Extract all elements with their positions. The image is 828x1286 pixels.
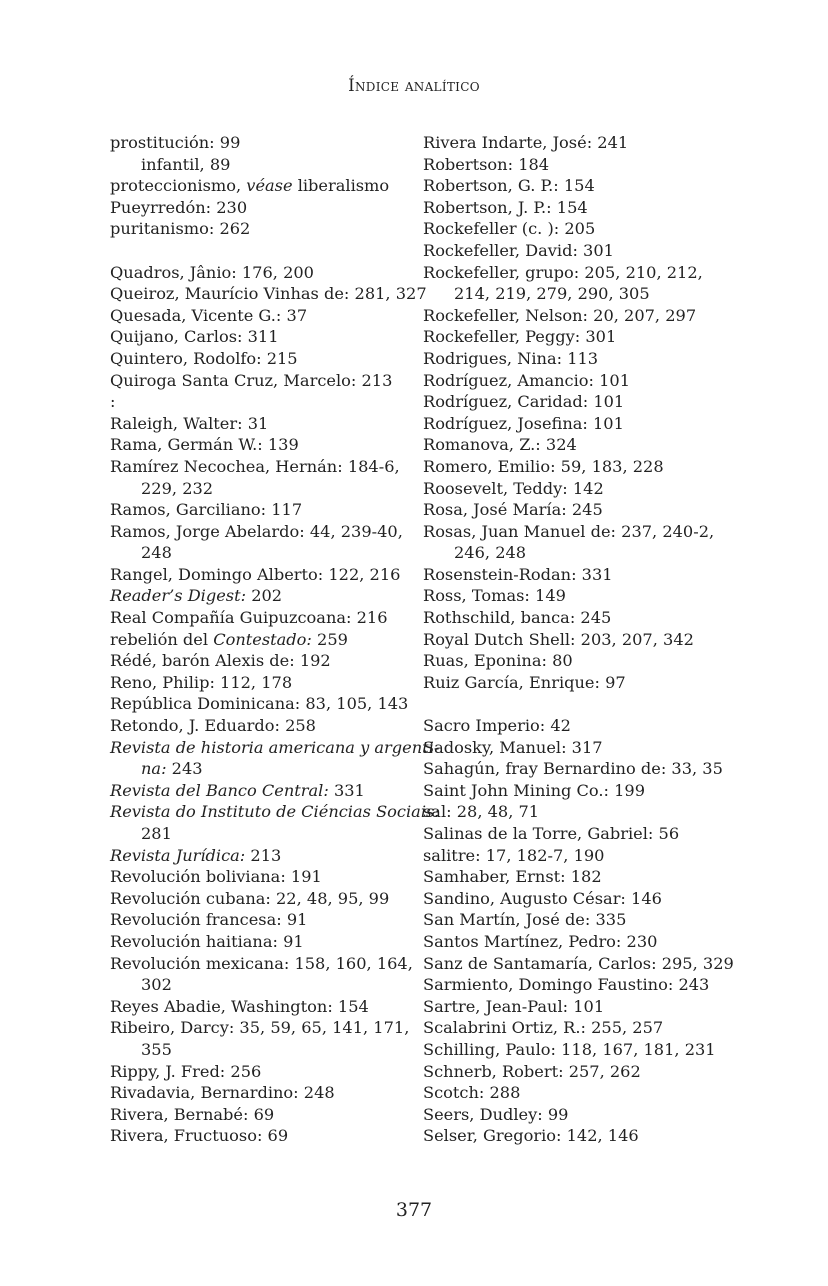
index-entry: [110, 845, 410, 867]
index-entry-italic-text: Reader’s Digest:: [110, 586, 247, 606]
index-entry: puritanismo: 262: [110, 219, 251, 239]
index-entry: Ruas, Eponina: 80: [423, 651, 573, 671]
index-entry: Retondo, J. Eduardo: 258: [110, 716, 316, 736]
index-entry: Roosevelt, Teddy: 142: [423, 478, 604, 498]
index-entry: Schilling, Paulo: 118, 167, 181, 231: [423, 1039, 716, 1059]
index-entry: Samhaber, Ernst: 182: [423, 867, 602, 887]
index-entry: Rivadavia, Bernardino: 248: [110, 1083, 335, 1103]
index-entry-continuation: [110, 758, 410, 780]
index-entry: Quadros, Jânio: 176, 200: [110, 262, 314, 282]
index-entry: Rama, Germán W.: 139: [110, 435, 299, 455]
index-entry: Queiroz, Maurício Vinhas de: 281, 327: [110, 284, 427, 304]
index-entry: [110, 175, 410, 197]
index-entry: Robertson, J. P.: 154: [423, 197, 588, 217]
index-entry-text: rebelión del: [110, 629, 214, 649]
index-entry-text: 259: [311, 629, 348, 649]
index-entry: Rosenstein-Rodan: 331: [423, 564, 613, 584]
index-entry: [110, 585, 410, 607]
index-entry: Romanova, Z.: 324: [423, 435, 577, 455]
index-entry: Revolución francesa: 91: [110, 910, 308, 930]
index-entry: Rockefeller (c. ): 205: [423, 219, 596, 239]
running-header-text: Índice analítico: [348, 76, 480, 95]
index-entry: Ross, Tomas: 149: [423, 586, 566, 606]
index-entry: Revolución boliviana: 191: [110, 867, 322, 887]
index-entry: Rockefeller, David: 301: [423, 240, 614, 260]
index-entry: Ramos, Jorge Abelardo: 44, 239-40,: [110, 521, 403, 541]
index-entry-text: proteccionismo,: [110, 176, 247, 196]
index-entry-text: 243: [166, 759, 203, 779]
index-entry: Rothschild, banca: 245: [423, 608, 612, 628]
index-entry: Sahagún, fray Bernardino de: 33, 35: [423, 759, 723, 779]
index-entry: sal: 28, 48, 71: [423, 802, 540, 822]
index-entry-continuation: 302: [141, 975, 172, 995]
index-entry: Rodríguez, Caridad: 101: [423, 392, 625, 412]
index-entry: Selser, Gregorio: 142, 146: [423, 1126, 639, 1146]
index-entry: Sanz de Santamaría, Carlos: 295, 329: [423, 953, 734, 973]
index-entry: Sartre, Jean-Paul: 101: [423, 996, 605, 1016]
index-column-left: [110, 132, 440, 1147]
index-entry: Ribeiro, Darcy: 35, 59, 65, 141, 171,: [110, 1018, 410, 1038]
index-entry: Seers, Dudley: 99: [423, 1104, 569, 1124]
index-entry-continuation: 246, 248: [454, 543, 527, 563]
index-entry: Quintero, Rodolfo: 215: [110, 348, 298, 368]
index-entry: Pueyrredón: 230: [110, 197, 248, 217]
index-entry: Raleigh, Walter: 31: [110, 413, 269, 433]
index-entry: Schnerb, Robert: 257, 262: [423, 1061, 641, 1081]
index-entry: Reyes Abadie, Washington: 154: [110, 996, 369, 1016]
index-entry-continuation: 248: [141, 543, 172, 563]
index-entry-italic-text: Contestado:: [213, 629, 312, 649]
index-entry-continuation: 229, 232: [141, 478, 214, 498]
index-entry: Revolución cubana: 22, 48, 95, 99: [110, 888, 390, 908]
index-entry-text: 331: [328, 780, 365, 800]
index-entry-continuation: 281: [141, 824, 172, 843]
page-number: 377: [395, 1199, 433, 1221]
index-entry: Rodríguez, Amancio: 101: [423, 370, 630, 390]
index-entry-italic-text: Revista do Instituto de Ciéncias Sociais:: [110, 802, 440, 822]
index-entry: Sandino, Augusto César: 146: [423, 888, 662, 908]
index-entry-italic-text: véase: [246, 176, 293, 196]
index-entry: Rédé, barón Alexis de: 192: [110, 651, 331, 671]
index-entry: Sacro Imperio: 42: [423, 716, 571, 736]
index-entry: Rockefeller, Peggy: 301: [423, 327, 617, 347]
index-entry: Rangel, Domingo Alberto: 122, 216: [110, 564, 401, 584]
index-entry-italic-text: Revista del Banco Central:: [110, 780, 329, 800]
index-entry: Revolución haitiana: 91: [110, 931, 304, 951]
index-entry: [110, 780, 410, 802]
index-entry: Scotch: 288: [423, 1083, 521, 1103]
index-entry-continuation: 355: [141, 1039, 172, 1059]
index-entry: [110, 801, 440, 823]
index-entry-continuation: 214, 219, 279, 290, 305: [454, 284, 650, 304]
index-entry: Rippy, J. Fred: 256: [110, 1061, 262, 1081]
index-entry: prostitución: 99: [110, 133, 241, 152]
index-entry: Rivera Indarte, José: 241: [423, 133, 629, 152]
index-entry-text: 202: [246, 586, 283, 606]
index-entry: Rockefeller, grupo: 205, 210, 212,: [423, 262, 703, 282]
index-entry: Rosas, Juan Manuel de: 237, 240-2,: [423, 521, 715, 541]
index-entry-text: liberalismo: [292, 176, 390, 196]
index-entry: Rivera, Bernabé: 69: [110, 1104, 275, 1124]
index-entry: Rosa, José María: 245: [423, 500, 603, 520]
index-entry: San Martín, José de: 335: [423, 910, 627, 930]
section-gap: [423, 693, 723, 715]
running-header: [0, 76, 828, 95]
index-entry: Salinas de la Torre, Gabriel: 56: [423, 824, 680, 843]
index-entry: Reno, Philip: 112, 178: [110, 672, 293, 692]
index-entry: Rockefeller, Nelson: 20, 207, 297: [423, 305, 697, 325]
index-entry: Real Compañía Guipuzcoana: 216: [110, 608, 388, 628]
index-entry: Quijano, Carlos: 311: [110, 327, 279, 347]
index-entry: Ruiz García, Enrique: 97: [423, 672, 626, 692]
index-entry: :: [110, 392, 116, 412]
index-entry: Robertson: 184: [423, 154, 550, 174]
index-entry-italic-text: na:: [141, 759, 167, 779]
index-entry: Ramírez Necochea, Hernán: 184-6,: [110, 456, 400, 476]
index-entry: Quiroga Santa Cruz, Marcelo: 213: [110, 370, 393, 390]
index-entry: Rivera, Fructuoso: 69: [110, 1126, 289, 1146]
index-entry: Rodríguez, Josefina: 101: [423, 413, 624, 433]
index-entry-continuation: infantil, 89: [141, 154, 231, 174]
index-entry: [110, 737, 440, 759]
index-entry: Sadosky, Manuel: 317: [423, 737, 603, 757]
index-column-right: [423, 132, 734, 1147]
index-entry-italic-text: Revista de historia americana y argenti-: [110, 737, 440, 757]
index-entry-italic-text: Revista Jurídica:: [110, 845, 246, 865]
index-entry-text: 213: [245, 845, 282, 865]
index-entry: Saint John Mining Co.: 199: [423, 780, 646, 800]
index-entry: [110, 629, 410, 651]
index-entry: Sarmiento, Domingo Faustino: 243: [423, 975, 710, 995]
index-entry: Royal Dutch Shell: 203, 207, 342: [423, 629, 694, 649]
index-entry: Revolución mexicana: 158, 160, 164,: [110, 953, 413, 973]
index-entry: República Dominicana: 83, 105, 143: [110, 694, 409, 714]
index-entry: Quesada, Vicente G.: 37: [110, 305, 308, 325]
index-entry: Scalabrini Ortiz, R.: 255, 257: [423, 1018, 664, 1038]
index-entry: Romero, Emilio: 59, 183, 228: [423, 456, 664, 476]
index-entry: Rodrigues, Nina: 113: [423, 348, 599, 368]
index-entry: salitre: 17, 182-7, 190: [423, 845, 605, 865]
index-entry: Robertson, G. P.: 154: [423, 176, 595, 196]
index-entry: Santos Martínez, Pedro: 230: [423, 931, 658, 951]
index-entry: Ramos, Garciliano: 117: [110, 500, 303, 520]
section-gap: [110, 240, 410, 262]
